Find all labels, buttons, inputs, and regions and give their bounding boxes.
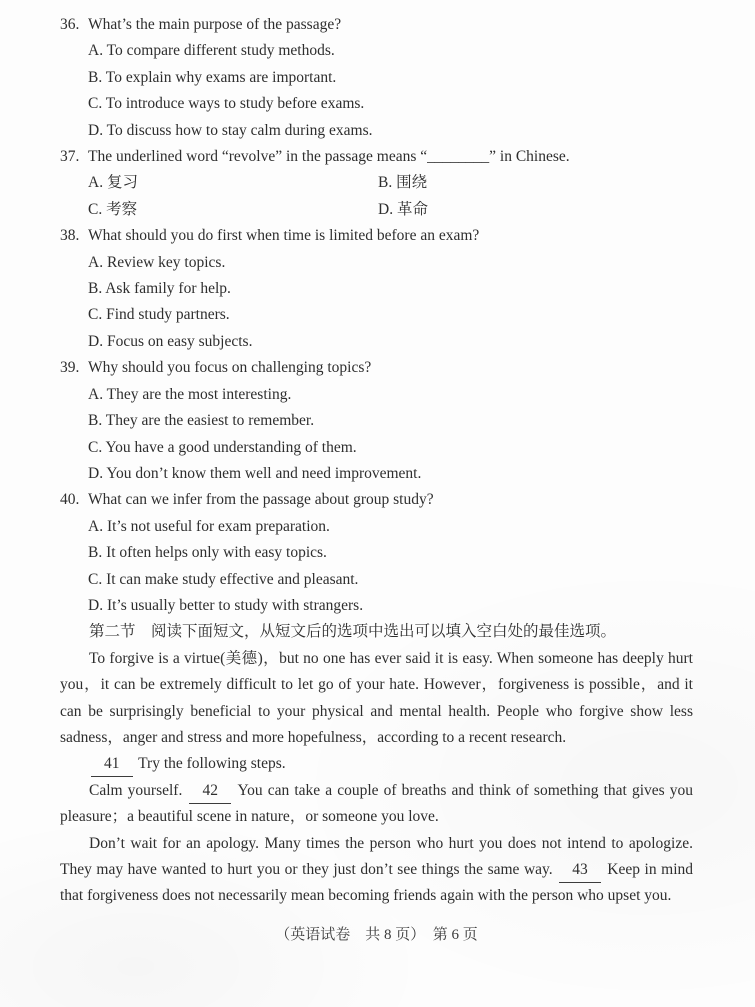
question-37-option-d: D. 革命 [378, 200, 428, 218]
passage-paragraph-4 [60, 831, 693, 910]
question-37-stem: The underlined word “revolve” in the passage means “________” in Chinese. [88, 148, 570, 166]
section-two-heading: 第二节 阅读下面短文，从短文后的选项中选出可以填入空白处的最佳选项。 [89, 623, 617, 641]
question-38-stem: What should you do first when time is limited before an exam? [88, 227, 480, 245]
question-37-stem-row [60, 144, 693, 170]
question-40-option-b: B. It often helps only with easy topics. [88, 544, 327, 562]
blank-43: 43 [559, 859, 601, 883]
question-37-options [60, 170, 693, 223]
blank-42: 42 [189, 780, 231, 804]
question-38-stem-row [60, 223, 693, 249]
question-39-option-b: B. They are the easiest to remember. [88, 412, 315, 430]
question-36-option-d: D. To discuss how to stay calm during exams. [88, 121, 373, 139]
question-37-number: 37. [60, 148, 80, 166]
question-36-option-b: B. To explain why exams are important. [88, 68, 337, 86]
question-39-options [60, 382, 693, 488]
passage-paragraph-1: To forgive is a virtue(美德)，but no one has ever said it is easy. When someone has deeply hurt you，it can be extremely difficult to let go of your hate. However，forgiveness is possible，and it can be surprisingly beneficial to your physical and mental health. People who forgive show less sadness，anger and stress and more hopefulness，according to a recent research. [60, 649, 693, 746]
passage-paragraph-3 [60, 778, 693, 831]
question-38-option-b: B. Ask family for help. [88, 280, 231, 298]
question-39-option-d: D. You don’t know them well and need improvement. [88, 464, 422, 482]
reading-questions-section [60, 12, 693, 619]
page-footer: （英语试卷 共 8 页） 第 6 页 [275, 926, 478, 943]
passage-paragraph-4-post: Keep in mind that forgiveness does not necessarily mean becoming friends again with the person who upset you. [60, 861, 694, 905]
question-36-stem: What’s the main purpose of the passage? [88, 16, 342, 33]
question-40-option-a: A. It’s not useful for exam preparation. [88, 517, 330, 535]
question-39-option-a: A. They are the most interesting. [88, 385, 292, 403]
question-40-number: 40. [60, 491, 80, 509]
passage-paragraph-3-post: You can take a couple of breaths and think of something that gives you pleasure；a beautiful scene in nature，or someone you love. [60, 781, 694, 826]
question-39 [60, 355, 693, 487]
question-40-stem: What can we infer from the passage about group study? [88, 491, 434, 509]
question-39-option-c: C. You have a good understanding of them. [88, 438, 357, 456]
question-36 [60, 12, 693, 144]
question-38-option-c: C. Find study partners. [88, 306, 230, 324]
question-39-number: 39. [60, 359, 80, 377]
passage-paragraph-3-pre: Calm yourself. [89, 781, 183, 799]
question-38-number: 38. [60, 227, 80, 245]
question-40 [60, 487, 693, 619]
question-38-option-a: A. Review key topics. [88, 253, 226, 271]
question-36-number: 36. [60, 16, 80, 33]
question-37-option-c: C. 考察 [88, 200, 138, 218]
question-36-option-a: A. To compare different study methods. [88, 42, 335, 60]
question-36-stem-row [60, 12, 693, 38]
cloze-section [60, 619, 693, 909]
question-39-stem: Why should you focus on challenging topics? [88, 359, 372, 377]
question-40-option-c: C. It can make study effective and pleasant. [88, 570, 359, 588]
question-37-option-b: B. 围绕 [378, 174, 428, 192]
question-38-options [60, 250, 693, 356]
question-40-options [60, 514, 693, 620]
question-38-option-d: D. Focus on easy subjects. [88, 332, 253, 350]
blank-41: 41 [91, 753, 133, 777]
question-38 [60, 223, 693, 355]
passage-paragraph-2 [60, 751, 693, 777]
question-37 [60, 144, 693, 223]
passage-paragraph-2-text: Try the following steps. [138, 755, 286, 773]
question-36-option-c: C. To introduce ways to study before exams. [88, 95, 365, 113]
question-39-stem-row [60, 355, 693, 381]
question-36-options [60, 38, 693, 144]
question-40-option-d: D. It’s usually better to study with strangers. [88, 596, 364, 614]
question-40-stem-row [60, 487, 693, 513]
passage-paragraph-4-pre: Don’t wait for an apology. Many times the person who hurt you does not intend to apologize. They may have wanted to hurt you or they just don’t see things the same way. [60, 834, 693, 878]
question-37-option-a: A. 复习 [88, 174, 138, 192]
